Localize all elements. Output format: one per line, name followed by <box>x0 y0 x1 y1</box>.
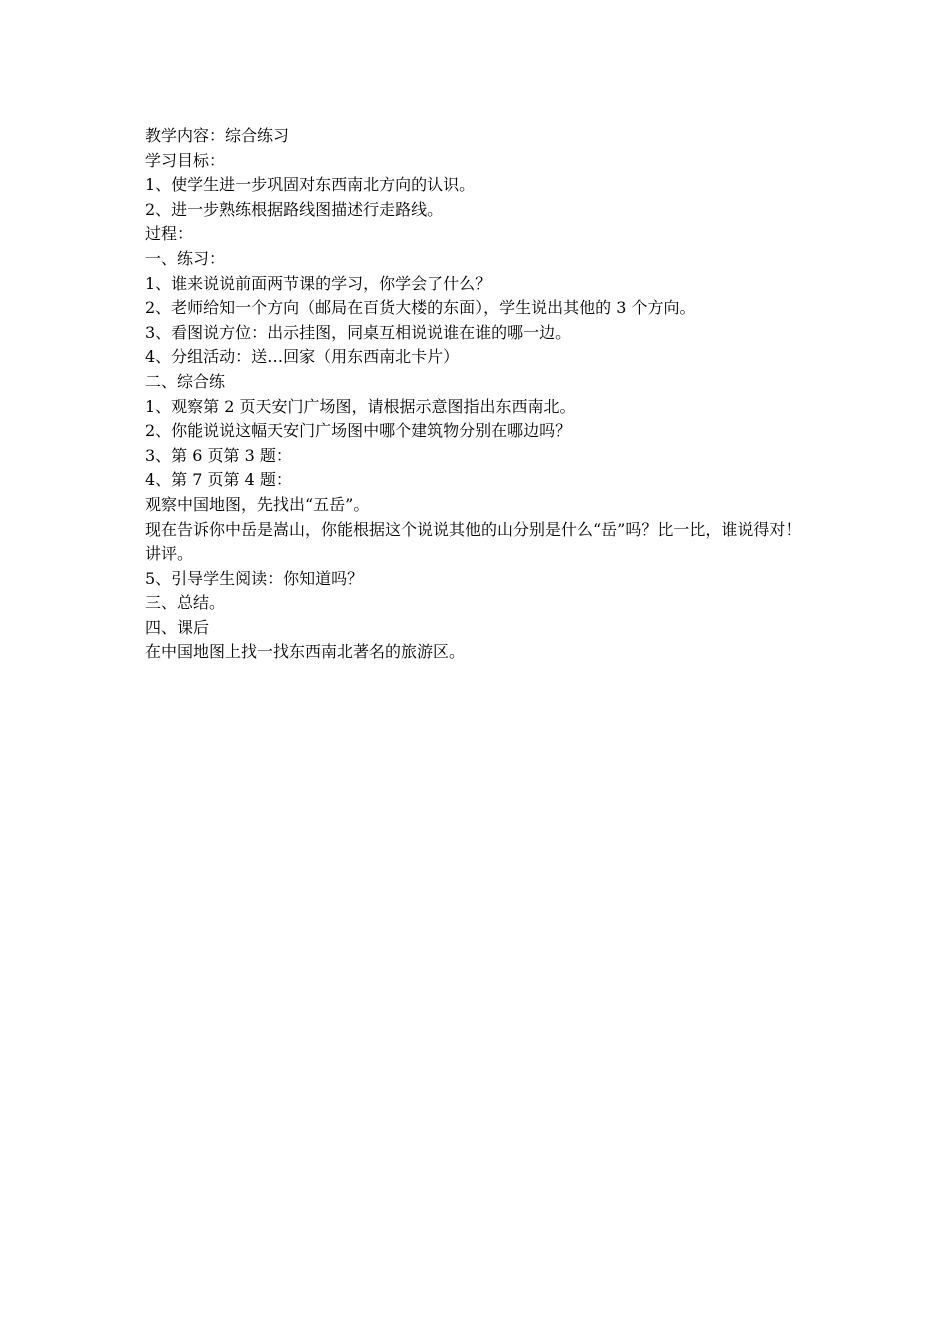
comprehensive-item-1: 1、观察第 2 页天安门广场图，请根据示意图指出东西南北。 <box>145 396 576 416</box>
section-after-class-heading: 四、课后 <box>145 617 210 637</box>
comprehensive-item-5: 5、引导学生阅读：你知道吗？ <box>145 568 364 588</box>
comprehensive-item-3: 3、第 6 页第 3 题： <box>145 445 292 465</box>
mountains-question-paragraph: 现在告诉你中岳是嵩山，你能根据这个说说其他的山分别是什么“岳”吗？比一比，谁说得对！ <box>145 519 802 539</box>
comprehensive-item-4: 4、第 7 页第 4 题： <box>145 470 292 490</box>
section-practice-heading: 一、练习： <box>145 248 226 268</box>
map-observation-line: 观察中国地图，先找出“五岳”。 <box>145 494 370 514</box>
after-class-task: 在中国地图上找一找东西南北著名的旅游区。 <box>145 642 466 662</box>
goal-item-2: 2、进一步熟练根据路线图描述行走路线。 <box>145 199 444 219</box>
section-summary-heading: 三、总结。 <box>145 593 226 613</box>
practice-item-1: 1、谁来说说前面两节课的学习，你学会了什么？ <box>145 273 492 293</box>
practice-item-4: 4、分组活动：送…回家（用东西南北卡片） <box>145 347 460 367</box>
comprehensive-item-2: 2、你能说说这幅天安门广场图中哪个建筑物分别在哪边吗？ <box>145 421 572 441</box>
review-line: 讲评。 <box>145 544 194 564</box>
document-body <box>145 124 810 665</box>
process-heading: 过程： <box>145 224 194 244</box>
lesson-content-line: 教学内容：综合练习 <box>145 126 290 145</box>
practice-item-2: 2、老师给知一个方向（邮局在百货大楼的东面），学生说出其他的 3 个方向。 <box>145 298 696 318</box>
learning-goals-heading: 学习目标： <box>145 150 226 170</box>
section-comprehensive-heading: 二、综合练 <box>145 371 226 391</box>
goal-item-1: 1、使学生进一步巩固对东西南北方向的认识。 <box>145 175 476 195</box>
practice-item-3: 3、看图说方位：出示挂图，同桌互相说说谁在谁的哪一边。 <box>145 322 572 342</box>
